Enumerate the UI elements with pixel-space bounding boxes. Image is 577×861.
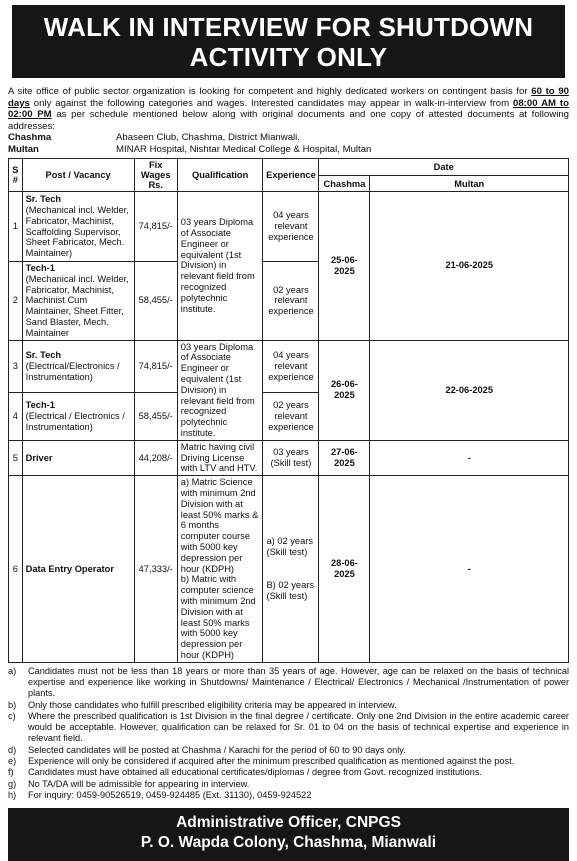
wage-cell: 47,333/- bbox=[134, 476, 177, 663]
title-banner bbox=[12, 5, 565, 78]
note-letter: a) bbox=[8, 665, 17, 676]
post-cell bbox=[22, 192, 134, 262]
address-city: Chashma bbox=[8, 132, 52, 143]
post-cell bbox=[22, 262, 134, 341]
date-chashma: 28-06-2025 bbox=[319, 476, 370, 663]
row-number: 6 bbox=[9, 476, 23, 663]
table-row bbox=[9, 340, 569, 392]
note-text: Selected candidates will be posted at Chashma / Karachi for the period of 60 to 90 days only. bbox=[28, 744, 406, 755]
note-letter: h) bbox=[8, 789, 17, 800]
wage-cell: 44,208/- bbox=[134, 440, 177, 475]
time-text: 08:00 AM to 02:00 PM bbox=[8, 97, 569, 120]
post-title: Data Entry Operator bbox=[25, 563, 114, 574]
post-desc: (Electrical / Electronics / Instrumentation) bbox=[25, 410, 125, 432]
list-item bbox=[8, 779, 569, 790]
row-number: 4 bbox=[9, 392, 23, 440]
footer-line-1: Administrative Officer, CNPGS bbox=[176, 814, 401, 831]
header-wages: Fix Wages Rs. bbox=[134, 159, 177, 192]
address-text: MINAR Hospital, Nishtar Medical College & Hospital, Multan bbox=[116, 143, 372, 155]
experience-option-b: B) 02 years (Skill test) bbox=[266, 579, 315, 601]
qualification-cell: Matric having civil Driving License with LTV and HTV. bbox=[177, 440, 263, 475]
title-line-1: WALK IN INTERVIEW FOR SHUTDOWN bbox=[43, 12, 534, 42]
row-number: 5 bbox=[9, 440, 23, 475]
note-letter: c) bbox=[8, 710, 16, 721]
list-item bbox=[8, 666, 569, 700]
list-item bbox=[8, 711, 569, 745]
post-cell bbox=[22, 440, 134, 475]
note-text: For inquiry: 0459-90526519, 0459-924485 (Ext. 31130), 0459-924522 bbox=[28, 789, 312, 800]
date-chashma: 26-06-2025 bbox=[319, 340, 370, 440]
post-cell bbox=[22, 392, 134, 440]
experience-cell: 03 years (Skill test) bbox=[263, 440, 319, 475]
address-text: Abaseen Club, Chashma, District Mianwali. bbox=[116, 132, 300, 143]
header-experience: Experience bbox=[263, 159, 319, 192]
qualification-cell: 03 years Diploma of Associate Engineer or equivalent (1st Division) in relevant field from recognized polytechnic institute. bbox=[177, 192, 263, 341]
header-chashma: Chashma bbox=[319, 176, 370, 192]
date-multan: 22-06-2025 bbox=[370, 340, 569, 440]
note-text: Candidates must not be less than 18 years or more than 35 years of age. However, age can be relaxed on the basis of technical expertise and experience like working in Shutdowns/ Maintenance / Electrical/ Electronics / Mechanical /Instrumentation of power plants. bbox=[28, 665, 569, 699]
footer-line-2: P. O. Wapda Colony, Chashma, Mianwali bbox=[140, 834, 437, 851]
post-desc: (Mechanical incl. Welder, Fabricator, Machinist, Scaffolding Supervisor, Sheet Fabricator, Mech. Maintainer) bbox=[25, 204, 129, 259]
qualification-option-a: a) Matric Science with minimum 2nd Division with at least 50% marks & 6 months computer course with 5000 key depression per hour (KDPH) bbox=[180, 477, 259, 574]
qualification-option-b: b) Matric with computer science with minimum 2nd Division with at least 50% marks with 5000 key depression per hour (KDPH) bbox=[180, 574, 256, 660]
address-city: Multan bbox=[8, 143, 39, 155]
header-post: Post / Vacancy bbox=[22, 159, 134, 192]
list-item bbox=[8, 745, 569, 756]
post-title: Tech-1 bbox=[25, 400, 55, 411]
list-item bbox=[8, 700, 569, 711]
date-multan: - bbox=[370, 476, 569, 663]
vacancy-table bbox=[8, 158, 569, 663]
experience-cell bbox=[263, 476, 319, 663]
date-multan: 21-06-2025 bbox=[370, 192, 569, 341]
title-line-2: ACTIVITY ONLY bbox=[189, 42, 388, 72]
post-cell bbox=[22, 340, 134, 392]
note-letter: g) bbox=[8, 778, 17, 789]
wage-cell: 58,455/- bbox=[134, 262, 177, 341]
intro-text-1: A site office of public sector organization is looking for competent and highly dedicated workers on contingent basis for bbox=[8, 86, 528, 97]
table-row bbox=[9, 440, 569, 475]
note-letter: f) bbox=[8, 767, 14, 778]
list-item bbox=[8, 767, 569, 778]
footer-banner bbox=[8, 808, 569, 861]
row-number: 3 bbox=[9, 340, 23, 392]
list-item bbox=[8, 790, 569, 801]
note-text: Candidates must have obtained all educational certificates/diplomas / degree from Govt. recognized institutions. bbox=[28, 767, 483, 778]
qualification-cell: 03 years Diploma of Associate Engineer or equivalent (1st Division) in relevant field from recognized polytechnic institute. bbox=[177, 340, 263, 440]
date-multan: - bbox=[370, 440, 569, 475]
post-cell bbox=[22, 476, 134, 663]
post-title: Driver bbox=[25, 452, 53, 463]
experience-cell: 02 years relevant experience bbox=[263, 262, 319, 341]
header-multan: Multan bbox=[370, 176, 569, 192]
header-sno: S # bbox=[9, 159, 23, 192]
intro-text-2: only against the following categories and wages. Interested candidates may appear in walk-in-interview from bbox=[29, 97, 514, 109]
experience-cell: 04 years relevant experience bbox=[263, 192, 319, 262]
post-title: Sr. Tech bbox=[25, 194, 62, 205]
note-text: Experience will only be considered if acquired after the minimum prescribed qualification as mentioned against the post. bbox=[28, 756, 515, 767]
wage-cell: 74,815/- bbox=[134, 192, 177, 262]
note-letter: e) bbox=[8, 756, 17, 767]
note-text: Only those candidates who fulfill prescribed eligibility criteria may be appeared in interview. bbox=[28, 699, 397, 710]
post-desc: (Electrical/Electronics / Instrumentation) bbox=[25, 360, 120, 382]
post-title: Tech-1 bbox=[25, 263, 55, 273]
address-multan bbox=[8, 144, 569, 156]
date-chashma: 25-06-2025 bbox=[319, 192, 370, 341]
experience-cell: 04 years relevant experience bbox=[263, 340, 319, 392]
experience-cell: 02 years relevant experience bbox=[263, 392, 319, 440]
terms-list bbox=[8, 666, 569, 802]
experience-option-a: a) 02 years (Skill test) bbox=[266, 536, 313, 558]
row-number: 1 bbox=[9, 192, 23, 262]
post-desc: (Mechanical incl. Welder, Fabricator, Machinist, Machinist Cum Maintainer, Sheet Fitter, Sand Blaster, Mech. Maintainer bbox=[25, 273, 129, 338]
wage-cell: 58,455/- bbox=[134, 392, 177, 440]
table-row bbox=[9, 192, 569, 262]
date-chashma: 27-06-2025 bbox=[319, 440, 370, 475]
intro-paragraph bbox=[8, 86, 569, 132]
note-text: Where the prescribed qualification is 1st Division in the final degree / certificate. Only one 2nd Division in the entire academic career would be acceptable. However, qualification can be relaxed for Sr. 01 to 04 on the basis of technical expertise and experience in relevant field. bbox=[28, 710, 569, 744]
post-title: Sr. Tech bbox=[25, 350, 62, 361]
list-item bbox=[8, 756, 569, 767]
row-number: 2 bbox=[9, 262, 23, 341]
note-letter: b) bbox=[8, 699, 17, 710]
table-row bbox=[9, 476, 569, 663]
wage-cell: 74,815/- bbox=[134, 340, 177, 392]
note-text: No TA/DA will be admissible for appearing in interview. bbox=[28, 778, 250, 789]
address-chashma bbox=[8, 132, 569, 144]
intro-text-3: as per schedule mentioned below along with original documents and one copy of attested documents at following addresses: bbox=[8, 109, 570, 132]
duration-text: 60 to 90 days bbox=[8, 86, 570, 109]
header-qualification: Qualification bbox=[177, 159, 263, 192]
note-letter: d) bbox=[8, 744, 17, 755]
header-date: Date bbox=[319, 159, 569, 176]
qualification-cell bbox=[177, 476, 263, 663]
